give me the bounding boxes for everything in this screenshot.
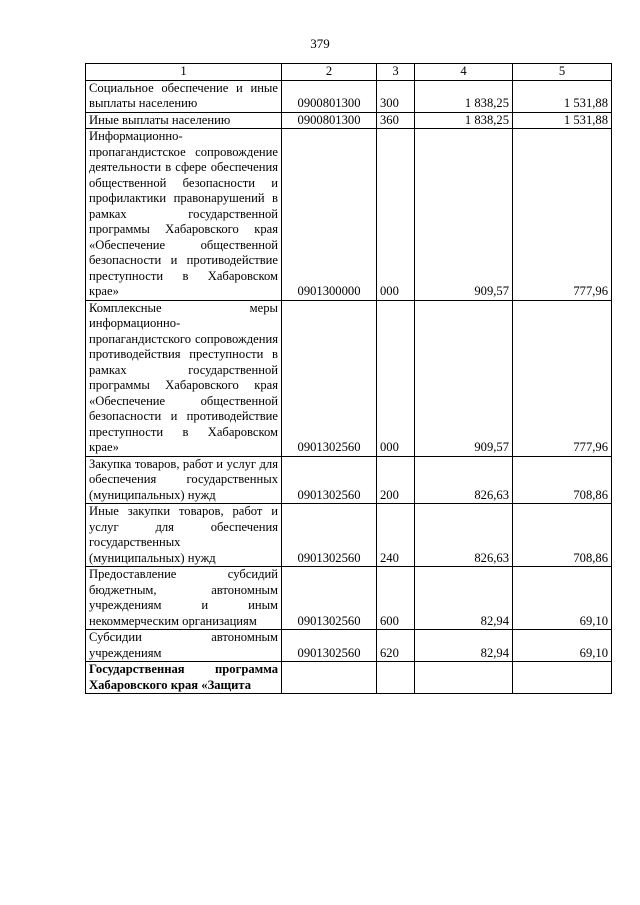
- row-name: Социальное обеспечение и иные выплаты населению: [86, 80, 282, 112]
- table-row: [86, 456, 612, 504]
- row-value-col4: 909,57: [415, 129, 513, 301]
- row-value-col5: 1 531,88: [513, 112, 612, 129]
- row-value-col4: 909,57: [415, 300, 513, 456]
- row-value-col5: 777,96: [513, 300, 612, 456]
- row-code: 0901302560: [282, 567, 377, 630]
- table-header-row: [86, 64, 612, 81]
- row-value-col4: 826,63: [415, 504, 513, 567]
- row-value-col5: 1 531,88: [513, 80, 612, 112]
- row-code: 0901302560: [282, 630, 377, 662]
- row-value-col5: 777,96: [513, 129, 612, 301]
- row-name: Закупка товаров, работ и услуг для обеспечения государственных (муниципальных) нужд: [86, 456, 282, 504]
- table-row: [86, 80, 612, 112]
- budget-table: [85, 63, 612, 694]
- page-number: 379: [310, 36, 330, 51]
- row-name: Иные закупки товаров, работ и услуг для обеспечения государственных (муниципальных) нужд: [86, 504, 282, 567]
- row-value-col5: 708,86: [513, 504, 612, 567]
- row-name: Государственная программа Хабаровского края «Защита: [86, 662, 282, 694]
- table-row: [86, 567, 612, 630]
- row-code: 0901302560: [282, 300, 377, 456]
- row-code: 0901302560: [282, 456, 377, 504]
- row-value-col5: [513, 662, 612, 694]
- row-group: 200: [377, 456, 415, 504]
- row-group: 000: [377, 129, 415, 301]
- table-row: [86, 300, 612, 456]
- row-code: [282, 662, 377, 694]
- row-value-col5: 69,10: [513, 567, 612, 630]
- row-name: Иные выплаты населению: [86, 112, 282, 129]
- row-value-col4: 82,94: [415, 630, 513, 662]
- table-row: [86, 630, 612, 662]
- row-value-col4: 1 838,25: [415, 112, 513, 129]
- row-value-col5: 708,86: [513, 456, 612, 504]
- row-group: [377, 662, 415, 694]
- header-col-4: 4: [415, 64, 513, 81]
- row-name: Субсидии автономным учреждениям: [86, 630, 282, 662]
- row-code: 0900801300: [282, 112, 377, 129]
- header-col-5: 5: [513, 64, 612, 81]
- row-value-col4: 1 838,25: [415, 80, 513, 112]
- row-value-col5: 69,10: [513, 630, 612, 662]
- row-name: Предоставление субсидий бюджетным, автономным учреждениям и иным некоммерческим организациям: [86, 567, 282, 630]
- row-group: 000: [377, 300, 415, 456]
- row-code: 0901300000: [282, 129, 377, 301]
- table-row-continued: [86, 662, 612, 694]
- row-group: 600: [377, 567, 415, 630]
- row-group: 360: [377, 112, 415, 129]
- table-row: [86, 504, 612, 567]
- row-group: 620: [377, 630, 415, 662]
- row-group: 240: [377, 504, 415, 567]
- row-code: 0900801300: [282, 80, 377, 112]
- row-name: Комплексные меры информационно-пропагандистского сопровождения противодействия преступности в рамках государственной программы Хабаровского края «Обеспечение общественной безопасности и противодействие преступности в Хабаровском крае»: [86, 300, 282, 456]
- header-col-1: 1: [86, 64, 282, 81]
- table-row: [86, 129, 612, 301]
- row-name: Информационно-пропагандистское сопровождение деятельности в сфере обеспечения общественной безопасности и профилактики правонарушений в рамках государственной программы Хабаровского края «Обеспечение общественной безопасности и противодействие преступности в Хабаровском крае»: [86, 129, 282, 301]
- table-row: [86, 112, 612, 129]
- header-col-3: 3: [377, 64, 415, 81]
- row-value-col4: 826,63: [415, 456, 513, 504]
- header-col-2: 2: [282, 64, 377, 81]
- row-group: 300: [377, 80, 415, 112]
- row-code: 0901302560: [282, 504, 377, 567]
- row-value-col4: 82,94: [415, 567, 513, 630]
- row-value-col4: [415, 662, 513, 694]
